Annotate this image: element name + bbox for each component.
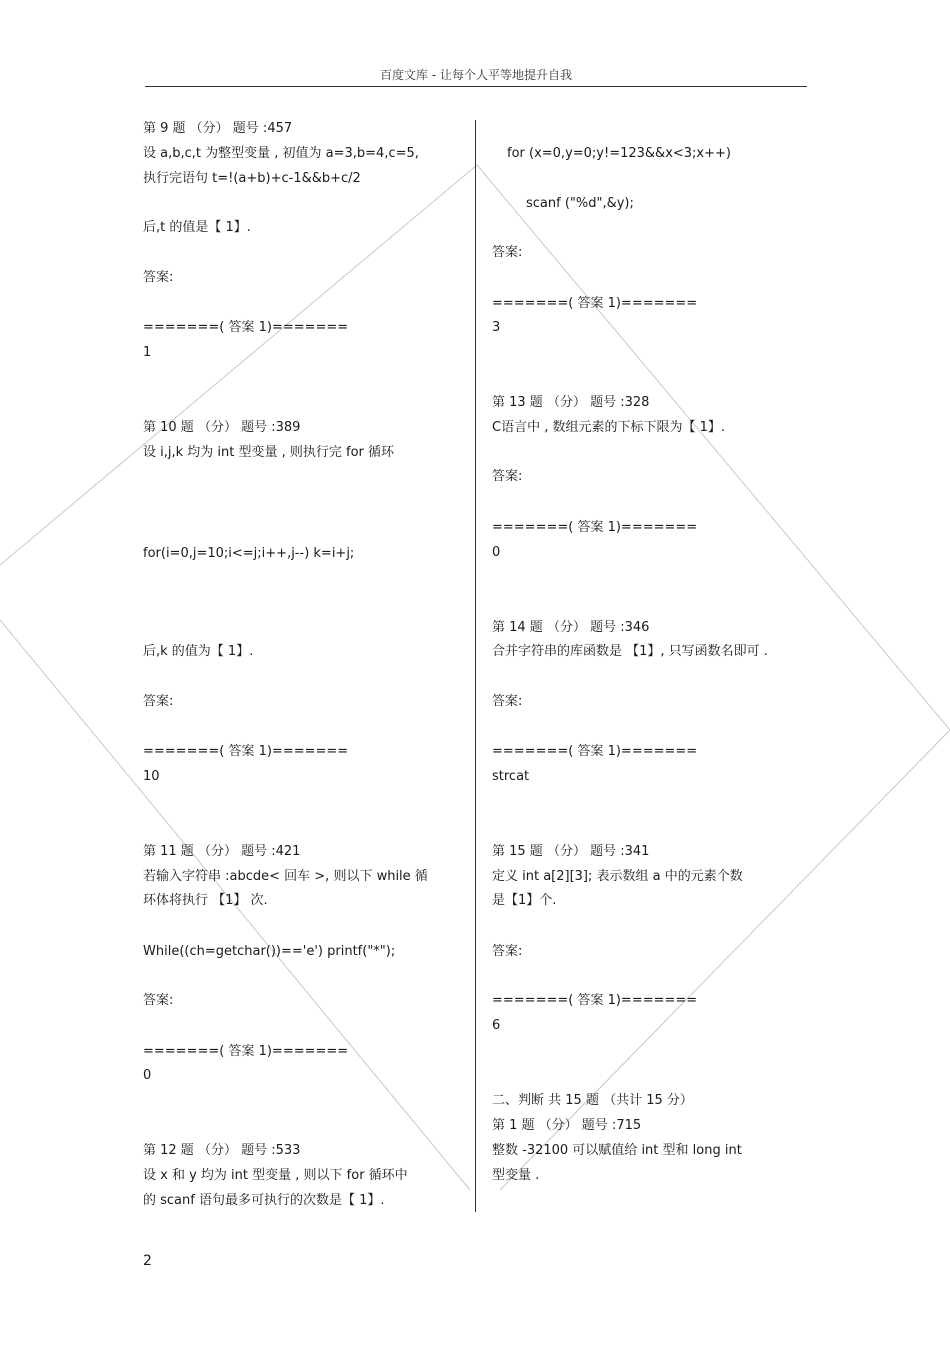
answer-value: 0 [492, 545, 501, 560]
question-14-title: 第 14 题 （分） 题号 :346 [492, 620, 650, 635]
question-11-text: 环体将执行 【1】 次. [143, 893, 268, 908]
question-12-text: 的 scanf 语句最多可执行的次数是【 1】. [143, 1193, 385, 1208]
answer-value: 1 [143, 345, 152, 360]
answer-label: 答案: [492, 469, 523, 484]
answer-separator: =======( 答案 1)======= [143, 744, 349, 759]
answer-label: 答案: [143, 270, 174, 285]
question-10-code: for(i=0,j=10;i<=j;i++,j--) k=i+j; [143, 546, 355, 561]
answer-label: 答案: [143, 993, 174, 1008]
answer-separator: =======( 答案 1)======= [143, 1044, 349, 1059]
answer-label: 答案: [492, 694, 523, 709]
question-12-code: for (x=0,y=0;y!=123&&x<3;x++) [507, 146, 731, 161]
page-header: 百度文库 - 让每个人平等地提升自我 [380, 68, 572, 82]
answer-separator: =======( 答案 1)======= [143, 320, 349, 335]
question-11-code: While((ch=getchar())=='e') printf("*"); [143, 944, 396, 959]
page-number: 2 [143, 1253, 152, 1269]
question-15-title: 第 15 题 （分） 题号 :341 [492, 844, 650, 859]
header-rule [145, 86, 807, 87]
judge-1-title: 第 1 题 （分） 题号 :715 [492, 1118, 642, 1133]
answer-label: 答案: [143, 694, 174, 709]
answer-separator: =======( 答案 1)======= [492, 744, 698, 759]
answer-separator: =======( 答案 1)======= [492, 296, 698, 311]
question-11-text: 若输入字符串 :abcde< 回车 >, 则以下 while 循 [143, 869, 428, 884]
question-9-text: 执行完语句 t=!(a+b)+c-1&&b+c/2 [143, 171, 361, 186]
question-12-text: 设 x 和 y 均为 int 型变量 , 则以下 for 循环中 [143, 1168, 408, 1183]
question-11-title: 第 11 题 （分） 题号 :421 [143, 844, 301, 859]
judge-1-text: 型变量 . [492, 1168, 540, 1183]
question-12-title: 第 12 题 （分） 题号 :533 [143, 1143, 301, 1158]
question-12-code: scanf ("%d",&y); [526, 196, 634, 211]
question-10-text: 后,k 的值为【 1】. [143, 644, 254, 659]
answer-value: 10 [143, 769, 160, 784]
question-10-title: 第 10 题 （分） 题号 :389 [143, 420, 301, 435]
answer-separator: =======( 答案 1)======= [492, 993, 698, 1008]
question-9-text: 后,t 的值是【 1】. [143, 220, 251, 235]
answer-value: 0 [143, 1068, 152, 1083]
judge-1-text: 整数 -32100 可以赋值给 int 型和 long int [492, 1143, 742, 1158]
answer-label: 答案: [492, 944, 523, 959]
answer-value: 3 [492, 320, 501, 335]
answer-value: strcat [492, 769, 530, 784]
question-10-text: 设 i,j,k 均为 int 型变量 , 则执行完 for 循环 [143, 445, 395, 460]
question-9-title: 第 9 题 （分） 题号 :457 [143, 121, 293, 136]
question-9-text: 设 a,b,c,t 为整型变量 , 初值为 a=3,b=4,c=5, [143, 146, 419, 161]
answer-label: 答案: [492, 245, 523, 260]
question-15-text: 定义 int a[2][3]; 表示数组 a 中的元素个数 [492, 869, 743, 884]
question-13-text: C语言中 , 数组元素的下标下限为【 1】. [492, 420, 726, 435]
section-2-title: 二、判断 共 15 题 （共计 15 分） [492, 1093, 693, 1108]
question-14-text: 合并字符串的库函数是 【1】, 只写函数名即可 . [492, 644, 768, 659]
answer-separator: =======( 答案 1)======= [492, 520, 698, 535]
question-13-title: 第 13 题 （分） 题号 :328 [492, 395, 650, 410]
question-15-text: 是【1】个. [492, 893, 557, 908]
answer-value: 6 [492, 1018, 501, 1033]
column-divider [475, 120, 476, 1212]
